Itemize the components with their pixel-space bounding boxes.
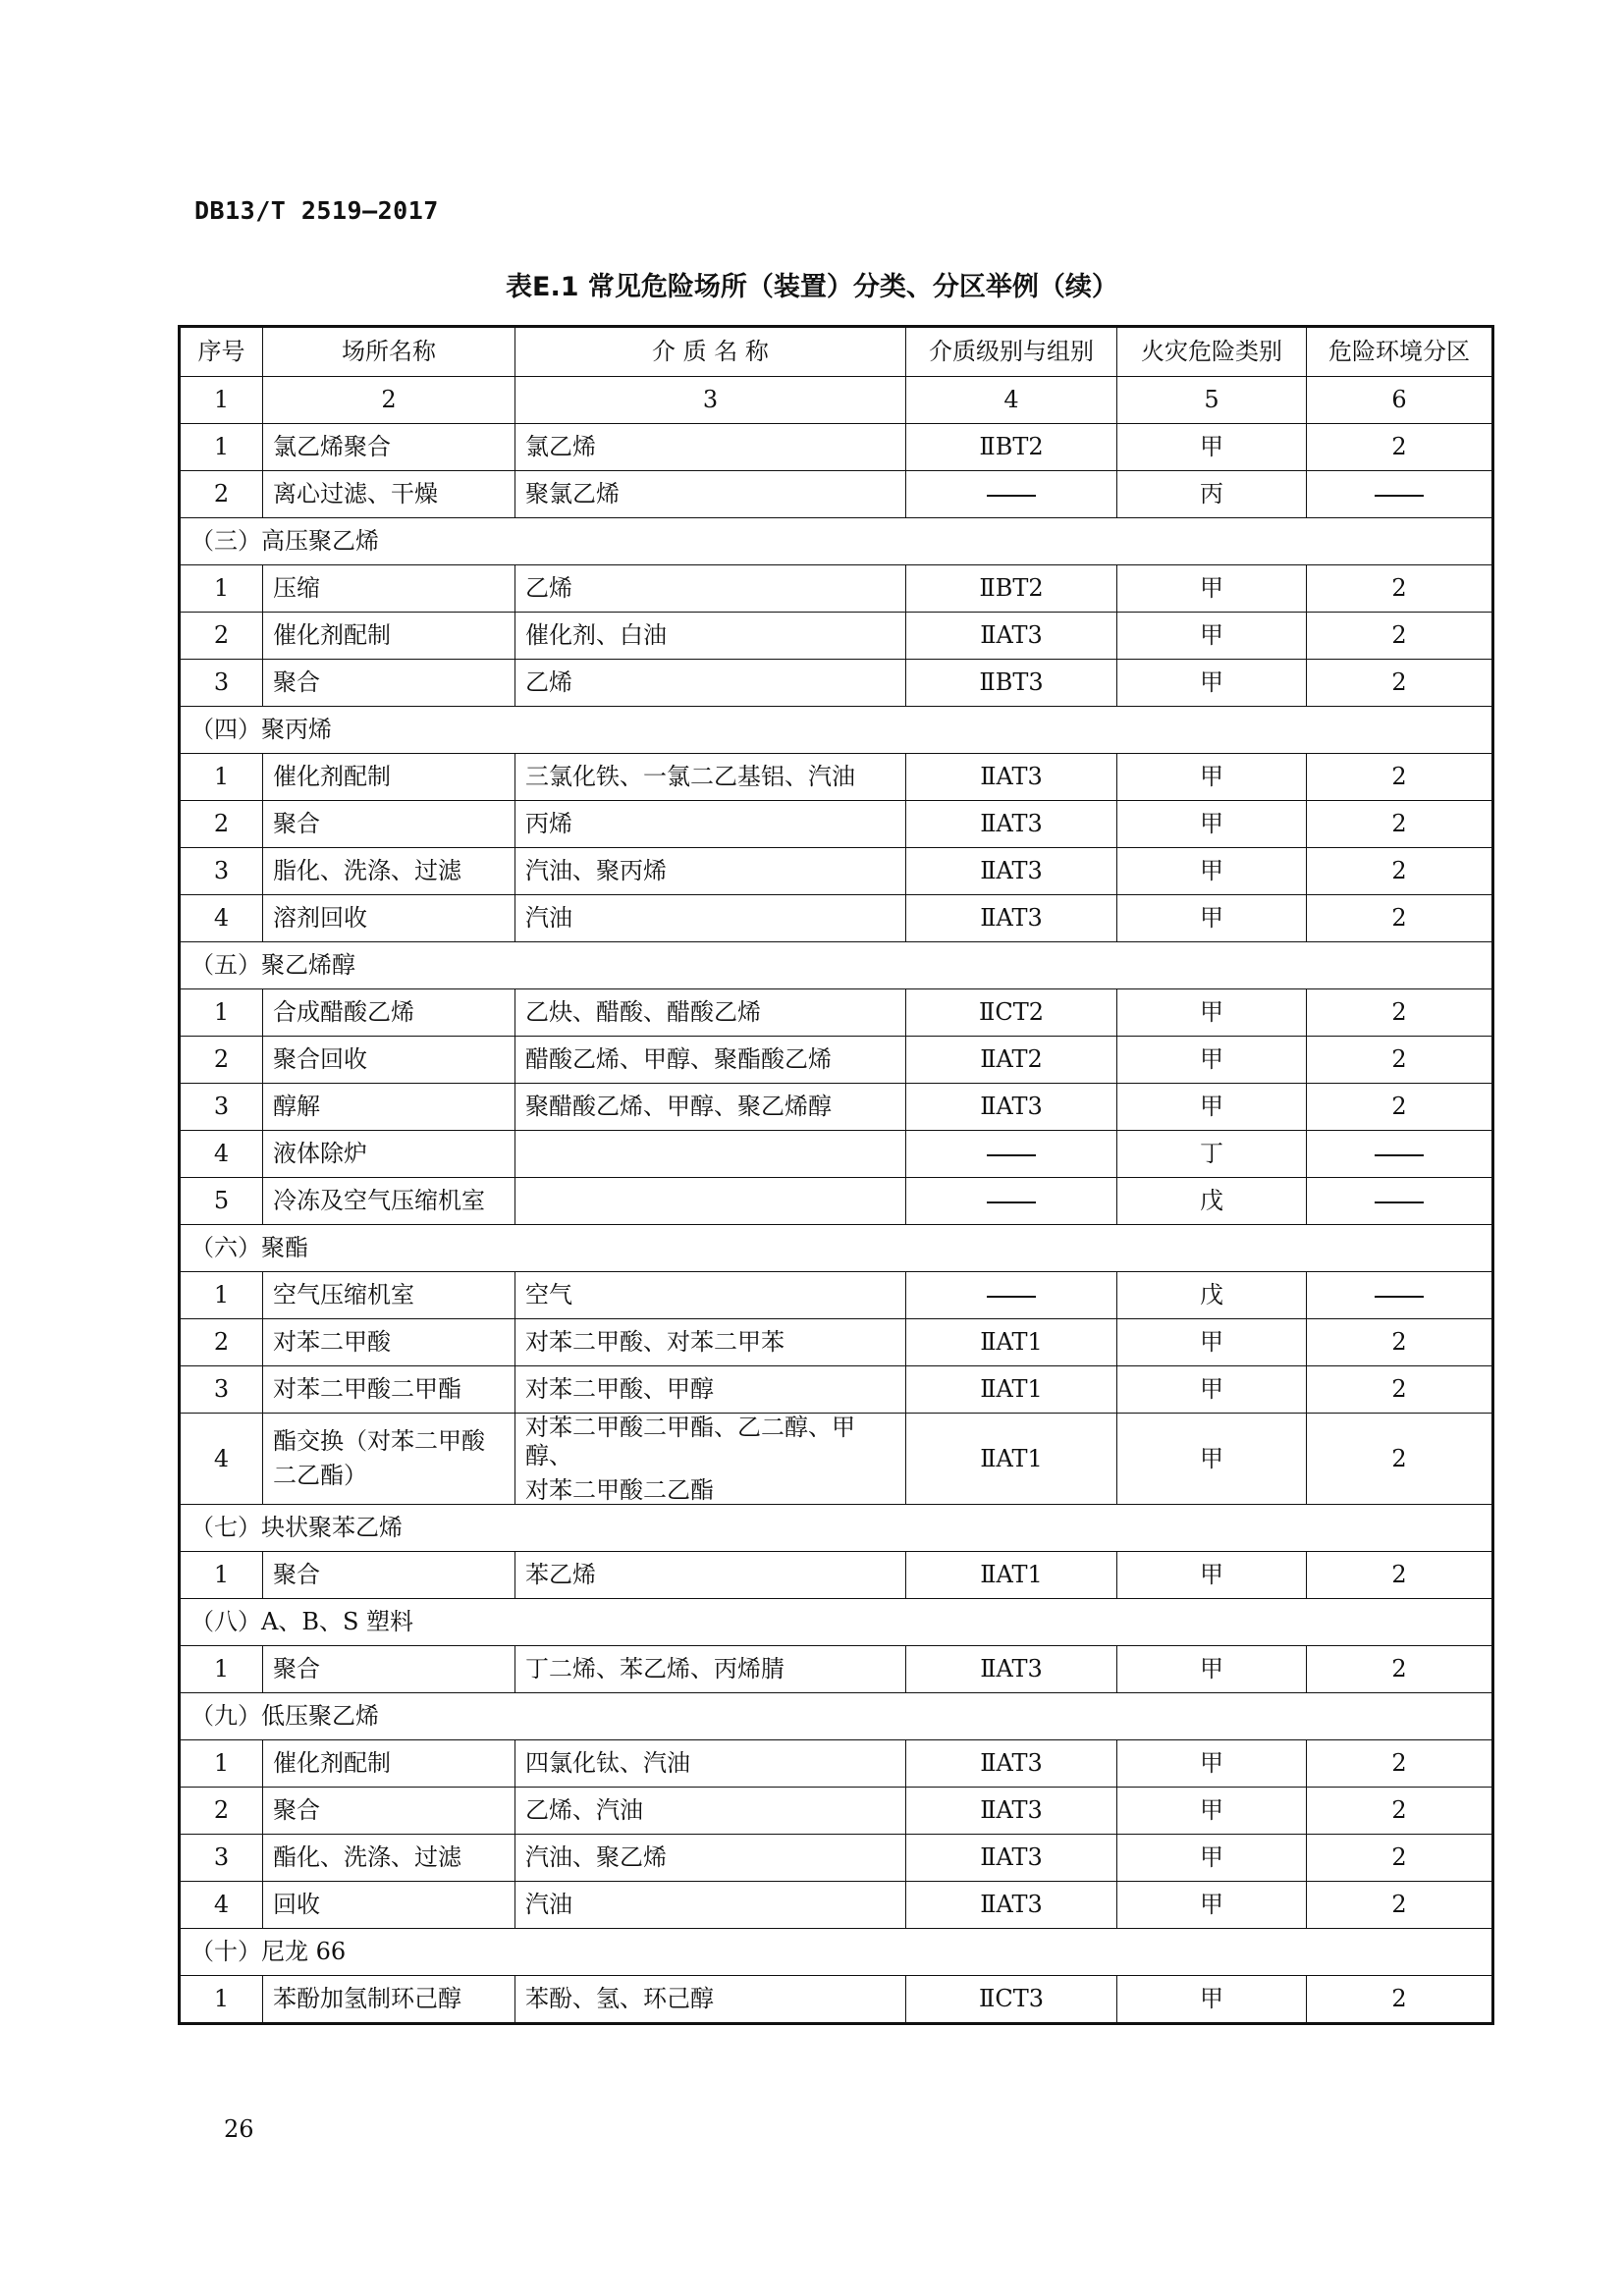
- dash-mark: [1375, 1201, 1424, 1203]
- fire-class-cell: 甲: [1117, 613, 1307, 660]
- location-name-cell: 聚合: [263, 1646, 515, 1693]
- row-index-cell: 4: [180, 1131, 263, 1178]
- medium-grade-cell: ⅡBT3: [906, 660, 1117, 707]
- dash-mark: [987, 1154, 1036, 1156]
- hazard-zone-cell: [1307, 1272, 1493, 1319]
- cell-line: 酯交换（对苯二甲酸: [273, 1427, 485, 1456]
- hazard-zone-cell: 2: [1307, 1366, 1493, 1414]
- fire-class-cell: 甲: [1117, 1976, 1307, 2024]
- table-body: [180, 377, 1493, 2024]
- section-row: [180, 518, 1493, 565]
- table-row: [180, 848, 1493, 895]
- location-name-cell: 对苯二甲酸二甲酯: [263, 1366, 515, 1414]
- location-name-cell: 醇解: [263, 1084, 515, 1131]
- hazard-zone-cell: 2: [1307, 1788, 1493, 1835]
- location-name-cell: 聚合: [263, 801, 515, 848]
- row-index-cell: 1: [180, 754, 263, 801]
- col-header-medium-grade: 介质级别与组别: [906, 327, 1117, 377]
- table-title: 表E.1 常见危险场所（装置）分类、分区举例（续）: [506, 272, 1118, 302]
- hazard-classification-table: [178, 325, 1494, 2025]
- location-name-cell: 压缩: [263, 565, 515, 613]
- hazard-zone-cell: 2: [1307, 1414, 1493, 1505]
- hazard-zone-cell: 2: [1307, 1740, 1493, 1788]
- medium-grade-cell: [906, 1131, 1117, 1178]
- medium-grade-cell: ⅡAT3: [906, 1084, 1117, 1131]
- table-row: [180, 1178, 1493, 1225]
- col-header-medium: 介 质 名 称: [515, 327, 906, 377]
- location-name-cell: 聚合: [263, 1788, 515, 1835]
- medium-name-cell: 汽油、聚丙烯: [515, 848, 906, 895]
- dash-mark: [1375, 495, 1424, 497]
- medium-grade-cell: ⅡAT3: [906, 1740, 1117, 1788]
- row-index-cell: 3: [180, 1835, 263, 1882]
- dash-mark: [1375, 1154, 1424, 1156]
- row-index-cell: 2: [180, 613, 263, 660]
- hazard-zone-cell: 2: [1307, 613, 1493, 660]
- row-index-cell: 1: [180, 1646, 263, 1693]
- table-row: [180, 1272, 1493, 1319]
- dash-mark: [987, 1201, 1036, 1203]
- medium-grade-cell: ⅡAT1: [906, 1319, 1117, 1366]
- medium-name-cell: 乙烯: [515, 565, 906, 613]
- section-label: （九）低压聚乙烯: [180, 1693, 1493, 1740]
- section-label: （四）聚丙烯: [180, 707, 1493, 754]
- medium-name-cell: 乙炔、醋酸、醋酸乙烯: [515, 989, 906, 1037]
- hazard-zone-cell: 2: [1307, 424, 1493, 471]
- cell-line: 对苯二甲酸二乙酯: [525, 1475, 714, 1504]
- medium-grade-cell: ⅡBT2: [906, 424, 1117, 471]
- medium-name-cell: 对苯二甲酸、对苯二甲苯: [515, 1319, 906, 1366]
- medium-name-cell: 乙烯、汽油: [515, 1788, 906, 1835]
- medium-name-cell: 空气: [515, 1272, 906, 1319]
- medium-grade-cell: ⅡAT3: [906, 1788, 1117, 1835]
- medium-name-cell: 丙烯: [515, 801, 906, 848]
- index-cell: 2: [263, 377, 515, 424]
- location-name-cell: 对苯二甲酸: [263, 1319, 515, 1366]
- hazard-zone-cell: [1307, 1131, 1493, 1178]
- table-row: [180, 1084, 1493, 1131]
- fire-class-cell: 甲: [1117, 1414, 1307, 1505]
- medium-name-cell: 氯乙烯: [515, 424, 906, 471]
- table-row: [180, 1835, 1493, 1882]
- table-row: [180, 895, 1493, 942]
- section-row: [180, 1929, 1493, 1976]
- row-index-cell: 1: [180, 1552, 263, 1599]
- medium-grade-cell: ⅡAT1: [906, 1366, 1117, 1414]
- row-index-cell: 1: [180, 1976, 263, 2024]
- index-row: [180, 377, 1493, 424]
- fire-class-cell: 甲: [1117, 1319, 1307, 1366]
- hazard-zone-cell: 2: [1307, 895, 1493, 942]
- dash-mark: [987, 1296, 1036, 1298]
- row-index-cell: 1: [180, 1272, 263, 1319]
- table-row: [180, 1319, 1493, 1366]
- index-cell: 6: [1307, 377, 1493, 424]
- medium-grade-cell: ⅡAT3: [906, 1882, 1117, 1929]
- medium-grade-cell: ⅡAT3: [906, 895, 1117, 942]
- col-header-hazard-zone: 危险环境分区: [1307, 327, 1493, 377]
- fire-class-cell: 甲: [1117, 801, 1307, 848]
- table-row: [180, 1131, 1493, 1178]
- table-row: [180, 424, 1493, 471]
- location-name-cell: 溶剂回收: [263, 895, 515, 942]
- location-name-cell: 离心过滤、干燥: [263, 471, 515, 518]
- row-index-cell: 2: [180, 471, 263, 518]
- table-row: [180, 1414, 1493, 1505]
- location-name-cell: 催化剂配制: [263, 613, 515, 660]
- medium-name-cell: [515, 1131, 906, 1178]
- hazard-zone-cell: 2: [1307, 565, 1493, 613]
- medium-name-cell: 催化剂、白油: [515, 613, 906, 660]
- table-row: [180, 471, 1493, 518]
- fire-class-cell: 戊: [1117, 1178, 1307, 1225]
- table-row: [180, 613, 1493, 660]
- location-name-cell: 冷冻及空气压缩机室: [263, 1178, 515, 1225]
- table-row: [180, 1976, 1493, 2024]
- table-row: [180, 565, 1493, 613]
- fire-class-cell: 甲: [1117, 1882, 1307, 1929]
- fire-class-cell: 甲: [1117, 848, 1307, 895]
- row-index-cell: 5: [180, 1178, 263, 1225]
- fire-class-cell: 甲: [1117, 1646, 1307, 1693]
- dash-mark: [1375, 1296, 1424, 1298]
- table-row: [180, 1740, 1493, 1788]
- medium-name-cell: 四氯化钛、汽油: [515, 1740, 906, 1788]
- section-row: [180, 707, 1493, 754]
- section-label: （五）聚乙烯醇: [180, 942, 1493, 989]
- fire-class-cell: 甲: [1117, 660, 1307, 707]
- medium-grade-cell: ⅡAT3: [906, 848, 1117, 895]
- col-header-index: 序号: [180, 327, 263, 377]
- location-name-cell: 脂化、洗涤、过滤: [263, 848, 515, 895]
- row-index-cell: 1: [180, 989, 263, 1037]
- table-row: [180, 1037, 1493, 1084]
- medium-name-cell: [515, 1178, 906, 1225]
- medium-grade-cell: ⅡAT3: [906, 754, 1117, 801]
- table-row: [180, 989, 1493, 1037]
- fire-class-cell: 丙: [1117, 471, 1307, 518]
- location-name-cell: 苯酚加氢制环己醇: [263, 1976, 515, 2024]
- fire-class-cell: 甲: [1117, 424, 1307, 471]
- location-name-cell: 液体除炉: [263, 1131, 515, 1178]
- table-row: [180, 1788, 1493, 1835]
- section-label: （六）聚酯: [180, 1225, 1493, 1272]
- hazard-zone-cell: 2: [1307, 1882, 1493, 1929]
- fire-class-cell: 戊: [1117, 1272, 1307, 1319]
- medium-name-cell: 三氯化铁、一氯二乙基铝、汽油: [515, 754, 906, 801]
- location-name-cell: 合成醋酸乙烯: [263, 989, 515, 1037]
- col-header-location: 场所名称: [263, 327, 515, 377]
- fire-class-cell: 甲: [1117, 754, 1307, 801]
- hazard-zone-cell: 2: [1307, 754, 1493, 801]
- index-cell: 5: [1117, 377, 1307, 424]
- hazard-zone-cell: 2: [1307, 989, 1493, 1037]
- medium-grade-cell: ⅡAT3: [906, 613, 1117, 660]
- section-row: [180, 1505, 1493, 1552]
- row-index-cell: 2: [180, 1037, 263, 1084]
- medium-name-cell: 汽油: [515, 895, 906, 942]
- medium-grade-cell: ⅡAT1: [906, 1414, 1117, 1505]
- row-index-cell: 4: [180, 895, 263, 942]
- hazard-zone-cell: 2: [1307, 1084, 1493, 1131]
- medium-name-cell: 聚醋酸乙烯、甲醇、聚乙烯醇: [515, 1084, 906, 1131]
- table-row: [180, 1646, 1493, 1693]
- fire-class-cell: 甲: [1117, 1835, 1307, 1882]
- medium-name-cell: 苯乙烯: [515, 1552, 906, 1599]
- medium-grade-cell: ⅡAT3: [906, 1646, 1117, 1693]
- section-label: （七）块状聚苯乙烯: [180, 1505, 1493, 1552]
- location-name-cell: 酯化、洗涤、过滤: [263, 1835, 515, 1882]
- medium-name-cell: 聚氯乙烯: [515, 471, 906, 518]
- medium-grade-cell: [906, 471, 1117, 518]
- cell-line: 对苯二甲酸二甲酯、乙二醇、甲醇、: [525, 1414, 855, 1469]
- header-row: [180, 327, 1493, 377]
- fire-class-cell: 甲: [1117, 989, 1307, 1037]
- cell-line: 二乙酯）: [273, 1462, 367, 1490]
- section-label: （八）A、B、S 塑料: [180, 1599, 1493, 1646]
- hazard-zone-cell: 2: [1307, 1319, 1493, 1366]
- location-name-cell: 聚合: [263, 660, 515, 707]
- table-row: [180, 754, 1493, 801]
- location-name-cell: 回收: [263, 1882, 515, 1929]
- location-name-cell: 空气压缩机室: [263, 1272, 515, 1319]
- col-header-fire-class: 火灾危险类别: [1117, 327, 1307, 377]
- medium-name-cell: 醋酸乙烯、甲醇、聚酯酸乙烯: [515, 1037, 906, 1084]
- page-number: 26: [224, 2115, 254, 2143]
- location-name-cell: 氯乙烯聚合: [263, 424, 515, 471]
- fire-class-cell: 甲: [1117, 1788, 1307, 1835]
- hazard-zone-cell: 2: [1307, 660, 1493, 707]
- row-index-cell: 1: [180, 424, 263, 471]
- row-index-cell: 4: [180, 1882, 263, 1929]
- medium-name-cell: 汽油、聚乙烯: [515, 1835, 906, 1882]
- row-index-cell: 1: [180, 565, 263, 613]
- medium-grade-cell: ⅡAT2: [906, 1037, 1117, 1084]
- medium-grade-cell: [906, 1178, 1117, 1225]
- hazard-zone-cell: 2: [1307, 801, 1493, 848]
- row-index-cell: 3: [180, 848, 263, 895]
- index-cell: 4: [906, 377, 1117, 424]
- medium-grade-cell: ⅡCT3: [906, 1976, 1117, 2024]
- hazard-zone-cell: [1307, 471, 1493, 518]
- medium-name-cell: 乙烯: [515, 660, 906, 707]
- medium-grade-cell: ⅡAT1: [906, 1552, 1117, 1599]
- row-index-cell: 2: [180, 801, 263, 848]
- medium-name-cell: 丁二烯、苯乙烯、丙烯腈: [515, 1646, 906, 1693]
- fire-class-cell: 甲: [1117, 1037, 1307, 1084]
- medium-name-cell: 对苯二甲酸、甲醇: [515, 1366, 906, 1414]
- medium-name-cell: 汽油: [515, 1882, 906, 1929]
- medium-name-cell: [515, 1414, 906, 1505]
- fire-class-cell: 甲: [1117, 1740, 1307, 1788]
- medium-grade-cell: ⅡBT2: [906, 565, 1117, 613]
- location-name-cell: [263, 1414, 515, 1505]
- hazard-zone-cell: 2: [1307, 848, 1493, 895]
- table-row: [180, 1882, 1493, 1929]
- document-code: DB13/T 2519—2017: [194, 196, 439, 225]
- fire-class-cell: 丁: [1117, 1131, 1307, 1178]
- fire-class-cell: 甲: [1117, 565, 1307, 613]
- row-index-cell: 4: [180, 1414, 263, 1505]
- section-label: （十）尼龙 66: [180, 1929, 1493, 1976]
- hazard-zone-cell: 2: [1307, 1037, 1493, 1084]
- index-cell: 1: [180, 377, 263, 424]
- location-name-cell: 催化剂配制: [263, 754, 515, 801]
- row-index-cell: 2: [180, 1319, 263, 1366]
- index-cell: 3: [515, 377, 906, 424]
- row-index-cell: 2: [180, 1788, 263, 1835]
- row-index-cell: 1: [180, 1740, 263, 1788]
- location-name-cell: 聚合: [263, 1552, 515, 1599]
- dash-mark: [987, 495, 1036, 497]
- location-name-cell: 催化剂配制: [263, 1740, 515, 1788]
- fire-class-cell: 甲: [1117, 1366, 1307, 1414]
- hazard-zone-cell: 2: [1307, 1835, 1493, 1882]
- fire-class-cell: 甲: [1117, 895, 1307, 942]
- fire-class-cell: 甲: [1117, 1084, 1307, 1131]
- fire-class-cell: 甲: [1117, 1552, 1307, 1599]
- medium-name-cell: 苯酚、氢、环己醇: [515, 1976, 906, 2024]
- hazard-zone-cell: [1307, 1178, 1493, 1225]
- hazard-zone-cell: 2: [1307, 1646, 1493, 1693]
- row-index-cell: 3: [180, 1084, 263, 1131]
- medium-grade-cell: ⅡAT3: [906, 1835, 1117, 1882]
- section-row: [180, 1693, 1493, 1740]
- section-row: [180, 1599, 1493, 1646]
- row-index-cell: 3: [180, 660, 263, 707]
- section-row: [180, 942, 1493, 989]
- section-row: [180, 1225, 1493, 1272]
- table-row: [180, 660, 1493, 707]
- medium-grade-cell: [906, 1272, 1117, 1319]
- hazard-zone-cell: 2: [1307, 1552, 1493, 1599]
- table-row: [180, 1366, 1493, 1414]
- row-index-cell: 3: [180, 1366, 263, 1414]
- location-name-cell: 聚合回收: [263, 1037, 515, 1084]
- section-label: （三）高压聚乙烯: [180, 518, 1493, 565]
- hazard-zone-cell: 2: [1307, 1976, 1493, 2024]
- table-row: [180, 1552, 1493, 1599]
- medium-grade-cell: ⅡCT2: [906, 989, 1117, 1037]
- medium-grade-cell: ⅡAT3: [906, 801, 1117, 848]
- table-row: [180, 801, 1493, 848]
